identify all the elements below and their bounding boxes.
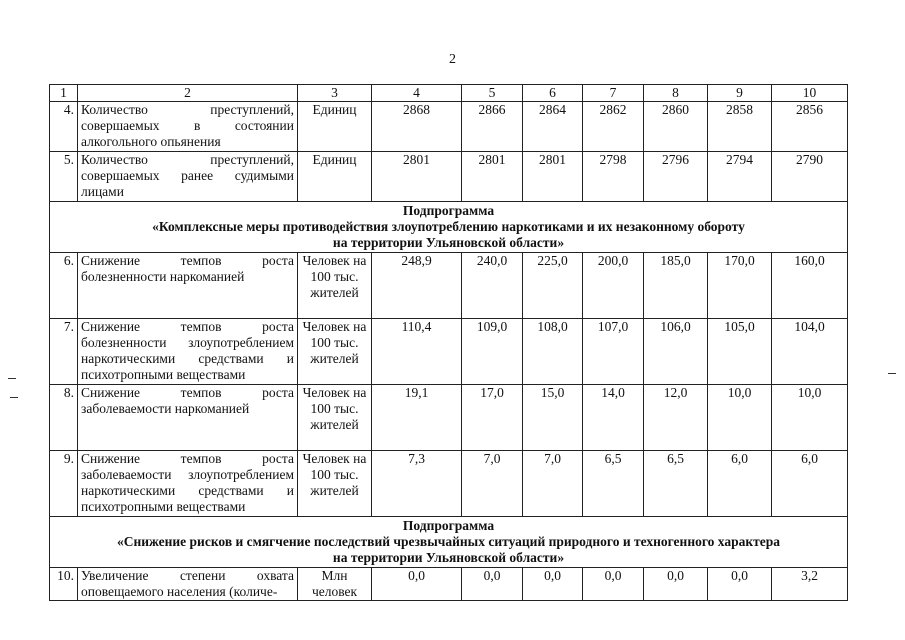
- subprogram-name-cont: на территории Ульяновской области»: [332, 235, 565, 250]
- table-row: [50, 152, 848, 202]
- margin-mark-left-2: [10, 397, 18, 398]
- subprogram-header: [50, 202, 848, 253]
- value-cell: 225,0: [523, 253, 583, 319]
- header-cell: 3: [298, 85, 372, 102]
- subprogram-title: [50, 202, 848, 253]
- value-cell: 2794: [708, 152, 772, 202]
- row-number: 9.: [50, 451, 78, 517]
- indicator-name: Увеличение степени охвата оповещаемого населения (количе-: [78, 568, 298, 601]
- value-cell: 6,5: [644, 451, 708, 517]
- subprogram-label: Подпрограмма: [402, 203, 495, 218]
- subprogram-name: «Комплексные меры противодействия злоупотреблению наркотиками и их незаконному обороту: [152, 219, 745, 234]
- row-number: 5.: [50, 152, 78, 202]
- value-cell: 0,0: [372, 568, 462, 601]
- indicator-name: Снижение темпов роста заболеваемости наркоманией: [78, 385, 298, 451]
- value-cell: 7,3: [372, 451, 462, 517]
- value-cell: 6,0: [772, 451, 848, 517]
- value-cell: 12,0: [644, 385, 708, 451]
- value-cell: 0,0: [462, 568, 523, 601]
- table-row: [50, 102, 848, 152]
- margin-mark-right: [888, 373, 896, 374]
- header-cell: 5: [462, 85, 523, 102]
- value-cell: 248,9: [372, 253, 462, 319]
- value-cell: 2860: [644, 102, 708, 152]
- value-cell: 104,0: [772, 319, 848, 385]
- indicator-name: Снижение темпов роста заболеваемости злоупотреблением наркотическими средствами и психотропными веществами: [78, 451, 298, 517]
- header-cell: 7: [583, 85, 644, 102]
- value-cell: 2866: [462, 102, 523, 152]
- value-cell: 107,0: [583, 319, 644, 385]
- value-cell: 2801: [372, 152, 462, 202]
- header-cell: 10: [772, 85, 848, 102]
- value-cell: 200,0: [583, 253, 644, 319]
- unit: Человек на 100 тыс. жителей: [298, 385, 372, 451]
- margin-mark-left: [8, 378, 16, 379]
- value-cell: 185,0: [644, 253, 708, 319]
- table-row: [50, 451, 848, 517]
- value-cell: 109,0: [462, 319, 523, 385]
- unit: Человек на 100 тыс. жителей: [298, 319, 372, 385]
- row-number: 6.: [50, 253, 78, 319]
- row-number: 7.: [50, 319, 78, 385]
- row-number: 10.: [50, 568, 78, 601]
- value-cell: 7,0: [462, 451, 523, 517]
- page-number: 2: [449, 52, 456, 67]
- value-cell: 170,0: [708, 253, 772, 319]
- value-cell: 2801: [523, 152, 583, 202]
- row-number: 8.: [50, 385, 78, 451]
- value-cell: 6,5: [583, 451, 644, 517]
- value-cell: 6,0: [708, 451, 772, 517]
- value-cell: 0,0: [583, 568, 644, 601]
- value-cell: 17,0: [462, 385, 523, 451]
- subprogram-name: «Снижение рисков и смягчение последствий чрезвычайных ситуаций природного и техногенного характера: [116, 534, 781, 549]
- indicator-name: Количество преступлений, совершаемых ранее судимыми лицами: [78, 152, 298, 202]
- value-cell: 240,0: [462, 253, 523, 319]
- value-cell: 160,0: [772, 253, 848, 319]
- header-cell: 1: [50, 85, 78, 102]
- unit: Единиц: [298, 152, 372, 202]
- value-cell: 2862: [583, 102, 644, 152]
- table-row: [50, 385, 848, 451]
- value-cell: 2801: [462, 152, 523, 202]
- header-row: [50, 85, 848, 102]
- row-number: 4.: [50, 102, 78, 152]
- table-row: [50, 253, 848, 319]
- value-cell: 10,0: [772, 385, 848, 451]
- value-cell: 2790: [772, 152, 848, 202]
- indicator-name: Снижение темпов роста болезненности злоупотреблением наркотическими средствами и психотропными веществами: [78, 319, 298, 385]
- value-cell: 2856: [772, 102, 848, 152]
- value-cell: 2868: [372, 102, 462, 152]
- table-row: [50, 319, 848, 385]
- value-cell: 110,4: [372, 319, 462, 385]
- value-cell: 106,0: [644, 319, 708, 385]
- table-row: [50, 568, 848, 601]
- value-cell: 0,0: [708, 568, 772, 601]
- value-cell: 105,0: [708, 319, 772, 385]
- subprogram-title: [50, 517, 848, 568]
- value-cell: 2864: [523, 102, 583, 152]
- value-cell: 2796: [644, 152, 708, 202]
- header-cell: 9: [708, 85, 772, 102]
- value-cell: 19,1: [372, 385, 462, 451]
- value-cell: 15,0: [523, 385, 583, 451]
- unit: Единиц: [298, 102, 372, 152]
- value-cell: 0,0: [523, 568, 583, 601]
- value-cell: 10,0: [708, 385, 772, 451]
- value-cell: 14,0: [583, 385, 644, 451]
- unit: Человек на 100 тыс. жителей: [298, 253, 372, 319]
- value-cell: 0,0: [644, 568, 708, 601]
- value-cell: 3,2: [772, 568, 848, 601]
- header-cell: 2: [78, 85, 298, 102]
- subprogram-label: Подпрограмма: [402, 518, 495, 533]
- header-cell: 4: [372, 85, 462, 102]
- indicator-name: Количество преступлений, совершаемых в состоянии алкогольного опьянения: [78, 102, 298, 152]
- value-cell: 2858: [708, 102, 772, 152]
- subprogram-name-cont: на территории Ульяновской области»: [332, 550, 565, 565]
- unit: Человек на 100 тыс. жителей: [298, 451, 372, 517]
- header-cell: 6: [523, 85, 583, 102]
- value-cell: 108,0: [523, 319, 583, 385]
- indicators-table: [49, 84, 848, 601]
- header-cell: 8: [644, 85, 708, 102]
- unit: Млн человек: [298, 568, 372, 601]
- value-cell: 2798: [583, 152, 644, 202]
- indicator-name: Снижение темпов роста болезненности наркоманией: [78, 253, 298, 319]
- subprogram-header: [50, 517, 848, 568]
- value-cell: 7,0: [523, 451, 583, 517]
